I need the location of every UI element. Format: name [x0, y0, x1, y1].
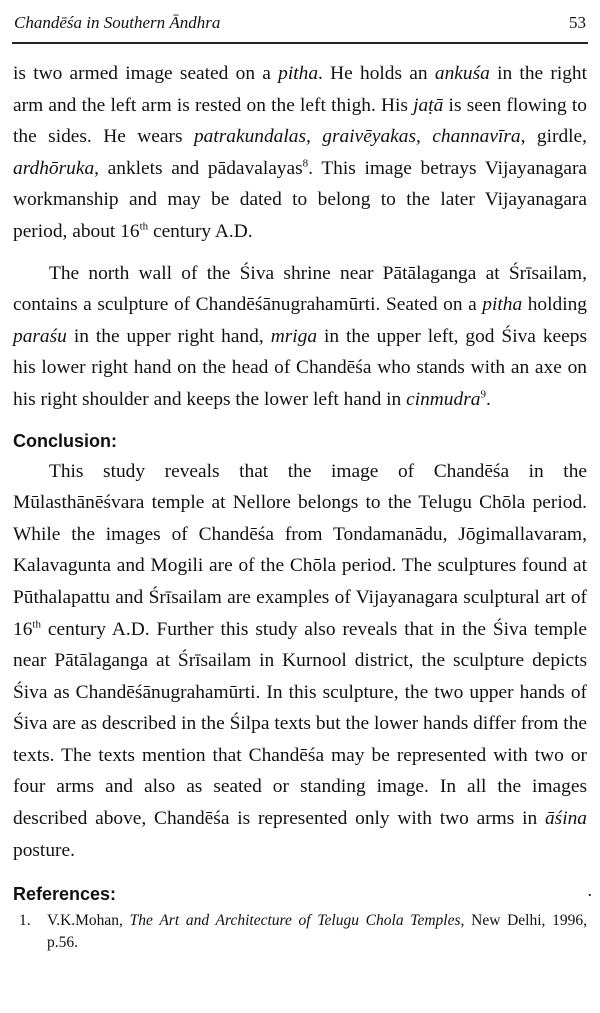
italic-term: patrakundalas, graivēyakas, channavīra: [193, 126, 521, 148]
reference-text: [47, 910, 587, 954]
text-run: , anklets and pādavalayas: [94, 157, 303, 179]
text-run: in the right arm and the left arm is rested on the left thigh. His: [13, 63, 588, 116]
references-heading: References:: [13, 884, 117, 905]
text-run: century A.D. Further this study also reveals that in the Śiva temple near Pātālaganga at Śrīsailam in Kurnool district, the sculpture depicts Śiva as Chandēśānugrahamūrti. In this sculpture, the two upper hands of Śiva are as described in the Śilpa texts but the lower hands differ from the texts. The texts mention that Chandēśa may be represented with two or four arms and also as seated or standing image. In all the images described above, Chandēśa is represented only with two arms in: [13, 618, 587, 830]
ordinal-suffix: th: [32, 618, 41, 631]
reference-item: [13, 910, 587, 954]
running-header: [14, 6, 586, 40]
text-run: is seen flowing to the sides. He wears: [13, 94, 587, 148]
paragraph-2: [13, 258, 587, 416]
ordinal-suffix: th: [139, 220, 149, 233]
text-run: . He holds an: [318, 63, 435, 84]
text-run: , girdle,: [520, 126, 588, 148]
italic-term: ardhōruka: [13, 157, 95, 179]
reference-title: The Art and Architecture of Telugu Chola Temples,: [129, 912, 465, 930]
reference-number: 1.: [19, 912, 31, 930]
text-run: in the upper left, god Śiva keeps his lower right hand on the head of Chandēśa who stands with an axe on his right shoulder and keeps the lower left hand in: [13, 325, 587, 410]
body-text: [13, 58, 587, 954]
text-run: .: [485, 388, 491, 410]
page-number: 53: [569, 13, 586, 32]
header-rule: [12, 42, 588, 44]
italic-term: ankuśa: [434, 63, 490, 84]
italic-term: pitha: [278, 63, 319, 84]
italic-term: mriga: [270, 325, 318, 347]
conclusion-paragraph: [13, 456, 587, 867]
text-run: century A.D.: [148, 220, 253, 242]
footnote-marker: 9: [480, 388, 486, 401]
italic-term: paraśu: [13, 325, 67, 347]
margin-mark: .: [587, 880, 592, 900]
italic-term: pitha: [482, 294, 523, 316]
paragraph-1: [13, 58, 587, 248]
text-run: . This image betrays Vijayanagara workmanship and may be dated to belong to the later Vijayanagara period, about 16: [13, 157, 588, 242]
text-run: This study reveals that the image of Chandēśa in the Mūlasthānēśvara temple at Nellore belongs to the Telugu Chōla period. While the images of Chandēśa from Tondamanādu, Jōgimallavaram, Kalavagunta and Mogili are of the Chōla period. The sculptures found at Pūthalapattu and Śrīsailam are examples of Vijayanagara sculptural art of 16: [13, 460, 587, 640]
conclusion-heading: Conclusion:: [13, 430, 117, 451]
text-run: in the upper right hand,: [66, 325, 271, 347]
italic-term: jaṭā: [413, 94, 444, 116]
italic-term: āśina: [544, 808, 587, 830]
text-run: posture.: [13, 839, 75, 861]
text-run: The north wall of the Śiva shrine near Pātālaganga at Śrīsailam, contains a sculpture of Chandēśānugrahamūrti. Seated on a: [13, 262, 587, 316]
reference-author: V.K.Mohan,: [47, 912, 130, 930]
reference-details: New Delhi, 1996, p.56.: [47, 912, 587, 952]
text-run: holding: [522, 294, 587, 316]
italic-term: cinmudra: [406, 388, 481, 410]
footnote-marker: 8: [302, 157, 309, 170]
text-run: is two armed image seated on a: [13, 63, 279, 84]
running-title: Chandēśa in Southern Āndhra: [14, 13, 221, 32]
